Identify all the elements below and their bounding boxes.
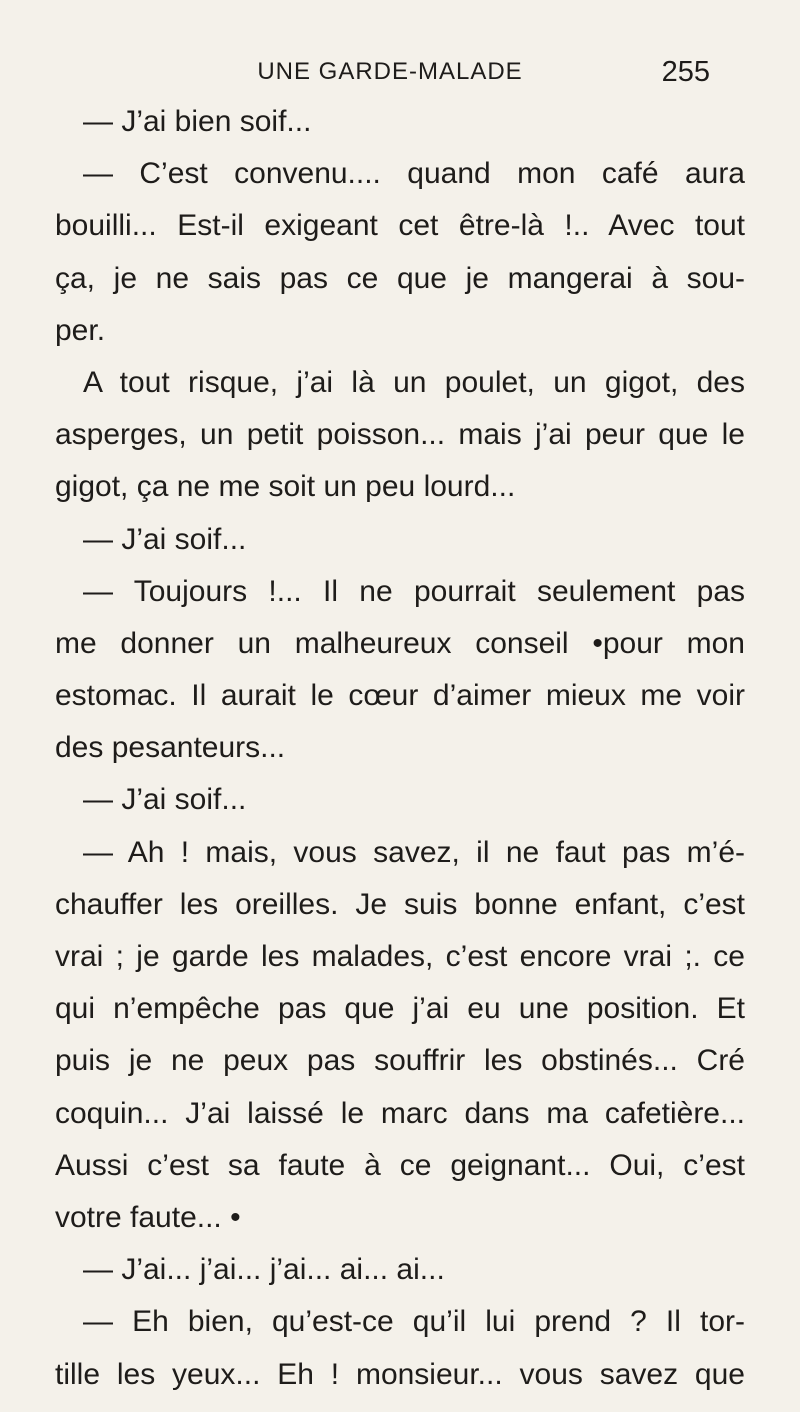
text-line-8: gigot, ça ne me soit un peu lourd... (55, 470, 516, 504)
page-number: 255 (661, 56, 710, 88)
text-line-20: coquin... J’ai laissé le marc dans ma cafetière... (55, 1096, 745, 1130)
text-line-16: chauffer les oreilles. Je suis bonne enfant, c’est (55, 887, 745, 921)
text-line-23: — J’ai... j’ai... j’ai... ai... ai... (83, 1253, 445, 1287)
text-line-25: tille les yeux... Eh ! monsieur... vous savez que (55, 1357, 745, 1391)
text-line-1: — J’ai bien soif... (83, 105, 312, 138)
text-line-19: puis je ne peux pas souffrir les obstinés... Cré (55, 1044, 745, 1078)
body-text (55, 96, 745, 1401)
text-line-9: — J’ai soif... (83, 522, 247, 556)
text-line-10: — Toujours !... Il ne pourrait seulement pas (83, 574, 745, 608)
text-line-12: estomac. Il aurait le cœur d’aimer mieux me voir (55, 679, 745, 713)
text-line-22: votre faute... • (55, 1200, 241, 1234)
text-line-21: Aussi c’est sa faute à ce geignant... Oui, c’est (55, 1148, 745, 1182)
running-title: UNE GARDE-MALADE (257, 58, 523, 85)
text-line-11: me donner un malheureux conseil •pour mon (55, 626, 745, 660)
text-line-24: — Eh bien, qu’est-ce qu’il lui prend ? Il tor- (83, 1305, 745, 1339)
running-head (0, 52, 800, 92)
text-line-15: — Ah ! mais, vous savez, il ne faut pas m’é- (83, 835, 745, 869)
text-line-3: bouilli... Est-il exigeant cet être-là !.. Avec tout (55, 209, 745, 243)
text-line-2: — C’est convenu.... quand mon café aura (83, 157, 745, 191)
text-line-17: vrai ; je garde les malades, c’est encore vrai ;. ce (55, 940, 745, 973)
text-line-4: ça, je ne sais pas ce que je mangerai à sou- (55, 261, 745, 295)
text-line-18: qui n’empêche pas que j’ai eu une position. Et (55, 992, 745, 1026)
text-line-14: — J’ai soif... (83, 783, 247, 817)
text-line-7: asperges, un petit poisson... mais j’ai peur que le (55, 418, 745, 452)
text-line-5: per. (55, 313, 106, 347)
text-line-13: des pesanteurs... (55, 731, 286, 765)
text-line-6: A tout risque, j’ai là un poulet, un gigot, des (83, 365, 745, 399)
